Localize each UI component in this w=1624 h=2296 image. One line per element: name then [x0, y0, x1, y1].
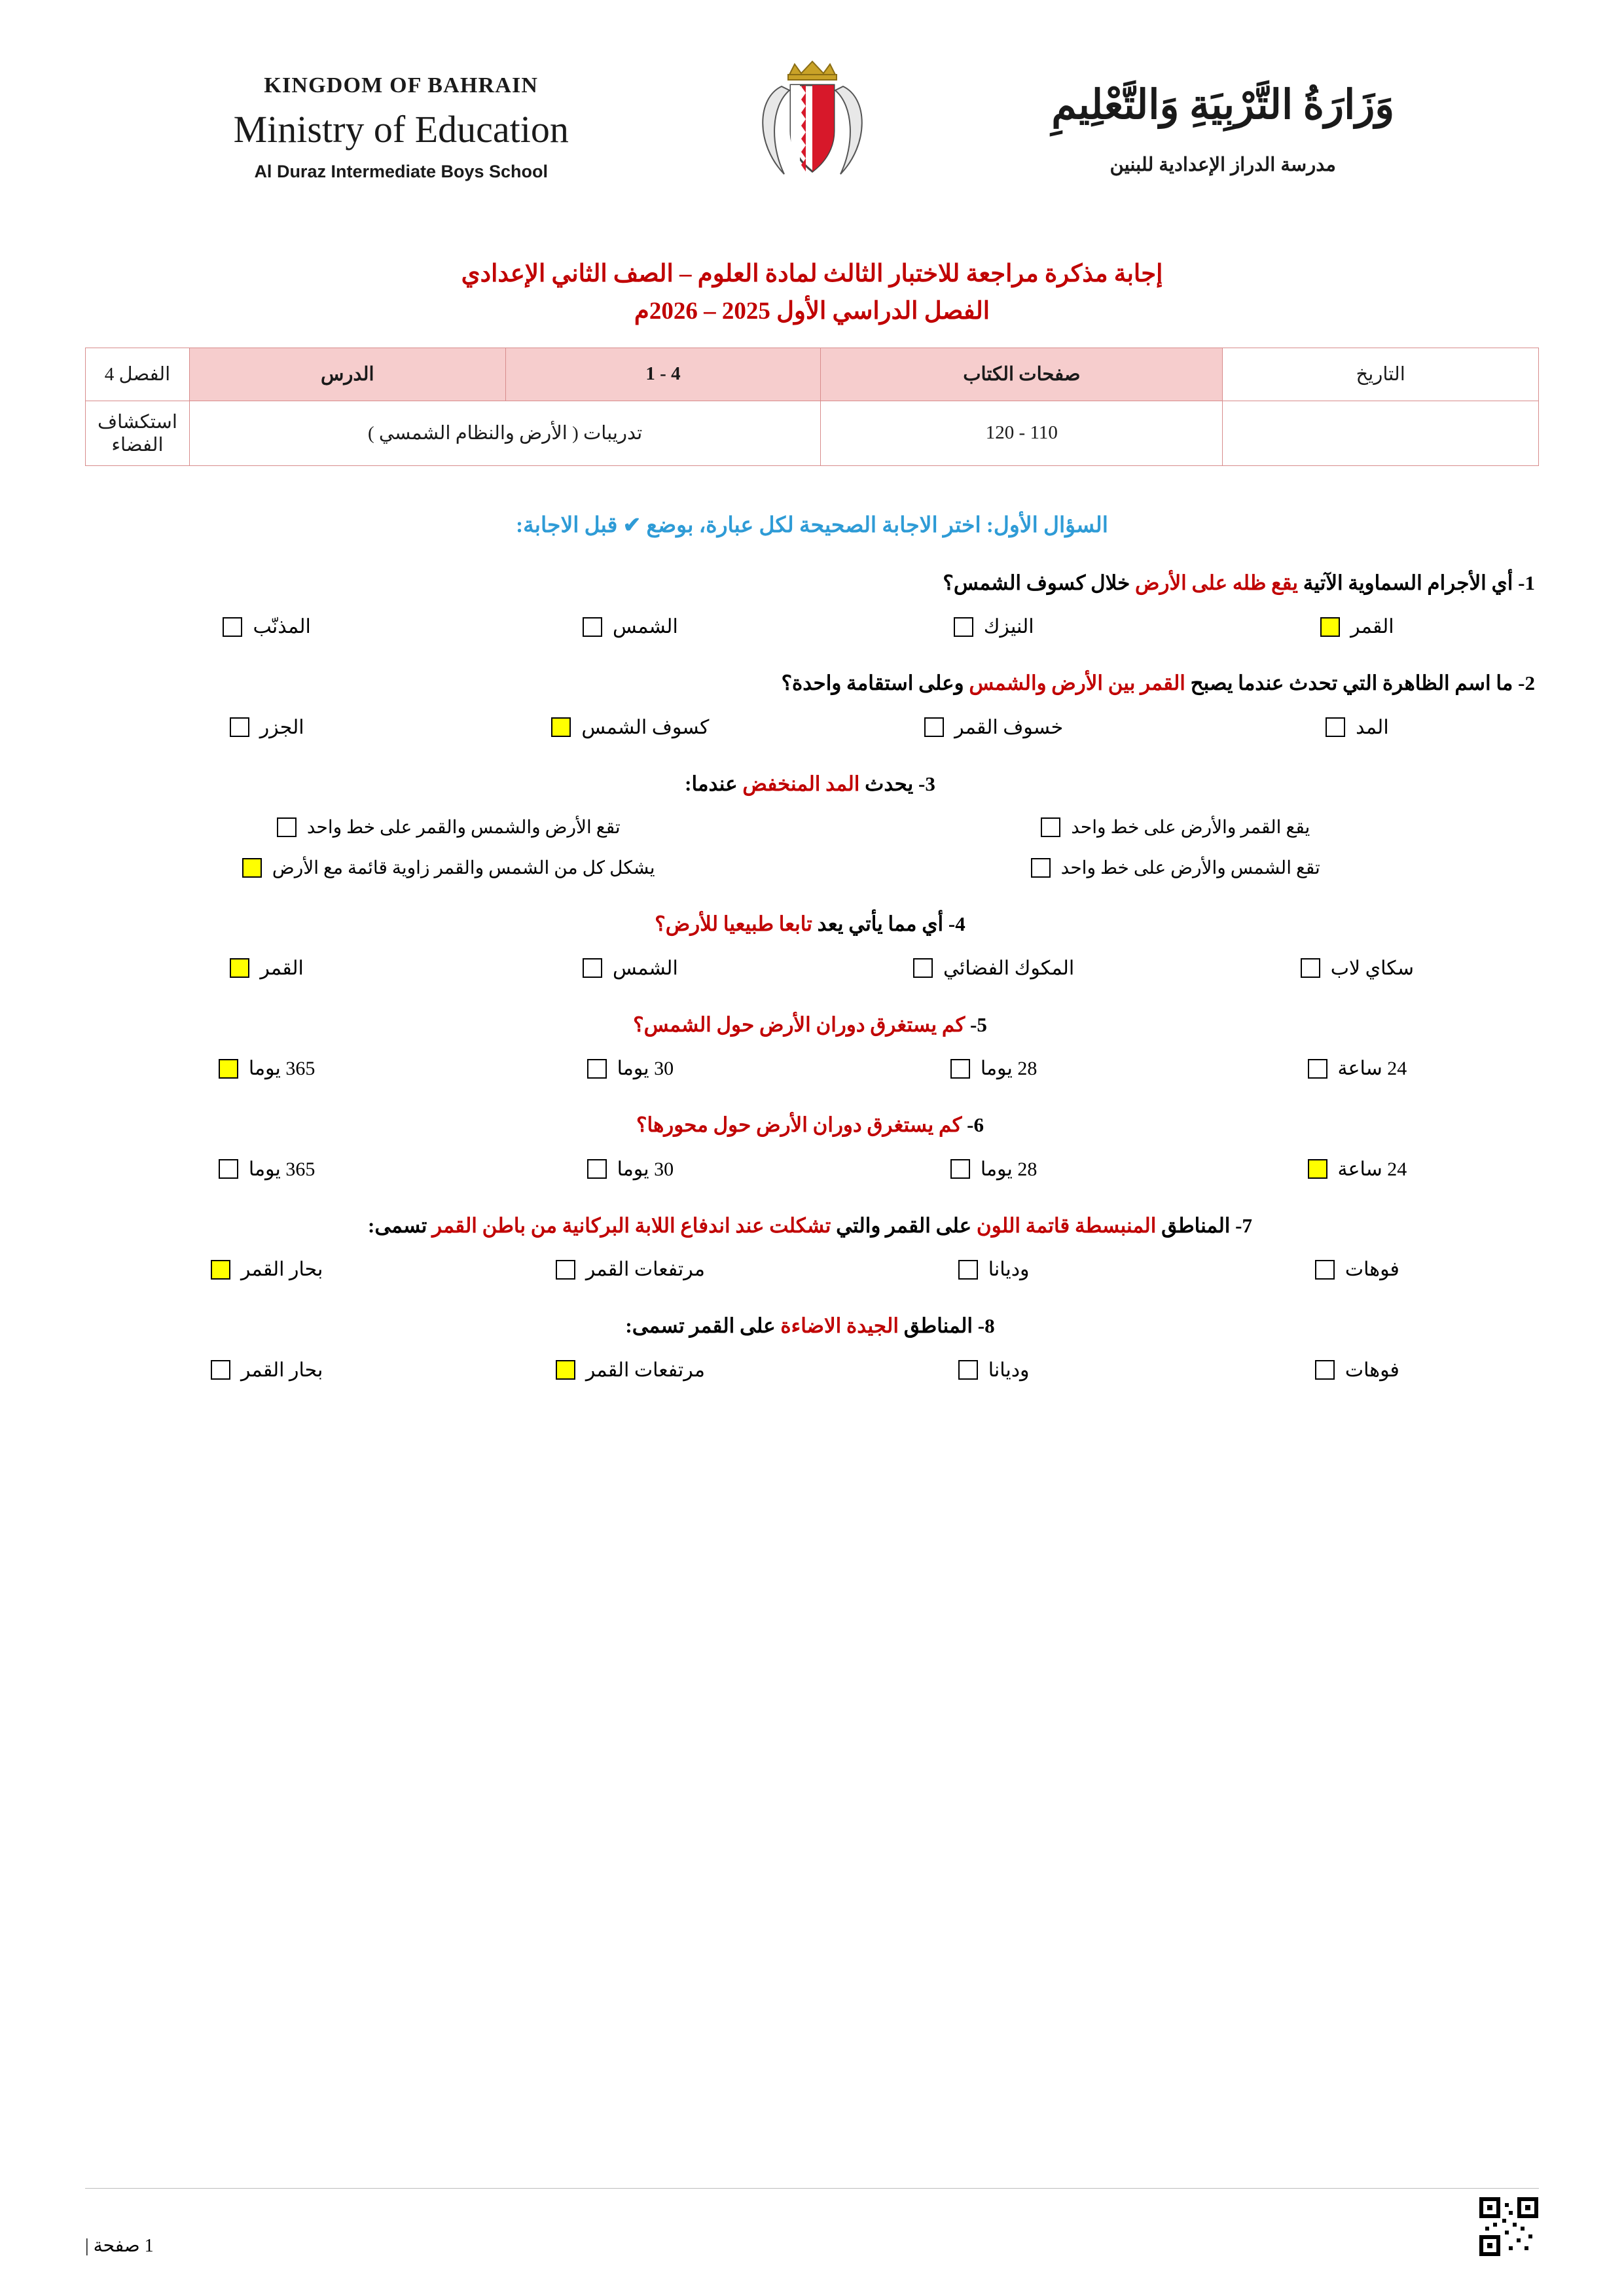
checked-checkbox-icon[interactable] [230, 958, 249, 978]
options-row [85, 957, 1539, 980]
header-lesson: الدرس [189, 348, 505, 401]
checked-checkbox-icon[interactable] [1308, 1159, 1327, 1179]
table-row [86, 401, 1539, 465]
option[interactable] [85, 716, 448, 739]
option-label: 24 ساعة [1337, 1158, 1407, 1180]
option-label: 30 يوما [617, 1158, 674, 1180]
question-2-text [85, 668, 1539, 699]
checked-checkbox-icon[interactable] [1320, 617, 1340, 637]
page-title [85, 255, 1539, 331]
options-row [85, 615, 1539, 638]
option[interactable] [85, 615, 448, 638]
option-label: 28 يوما [980, 1058, 1038, 1080]
option[interactable] [812, 1359, 1176, 1382]
option[interactable] [812, 857, 1540, 879]
question-mid: على القمر والتي [831, 1213, 977, 1237]
value-lesson-title: تدريبات ( الأرض والنظام الشمسي ) [189, 401, 820, 465]
checked-checkbox-icon[interactable] [242, 858, 262, 878]
option-label: 28 يوما [980, 1158, 1038, 1180]
checkbox-icon[interactable] [1315, 1360, 1335, 1380]
option-label: القمر [1350, 616, 1394, 638]
option[interactable] [1176, 1258, 1539, 1281]
checkbox-icon[interactable] [219, 1159, 238, 1179]
checkbox-icon[interactable] [230, 717, 249, 737]
question-highlight: تابعا طبيعيا للأرض؟ [655, 912, 812, 936]
question-suffix: تسمى: [368, 1213, 433, 1237]
option-label: كسوف الشمس [581, 716, 710, 738]
question-highlight: القمر بين الأرض والشمس [969, 672, 1185, 695]
checkbox-icon[interactable] [223, 617, 242, 637]
questions-container [85, 568, 1539, 1382]
question-highlight: كم يستغرق دوران الأرض حول محورها؟ [636, 1113, 962, 1137]
option[interactable] [85, 1057, 448, 1080]
option-label: 30 يوما [617, 1058, 674, 1080]
question-number: 1- [1513, 571, 1535, 594]
page-number [85, 2234, 154, 2257]
checkbox-icon[interactable] [1315, 1260, 1335, 1280]
question-prefix: المناطق [1156, 1213, 1231, 1237]
question-5 [85, 1010, 1539, 1081]
options-row [85, 1258, 1539, 1281]
question-1-text [85, 568, 1539, 599]
option-label: تقع الشمس والأرض على خط واحد [1060, 858, 1320, 879]
question-1 [85, 568, 1539, 639]
header-lesson-number: 4 - 1 [505, 348, 821, 401]
question-number: 4- [943, 912, 965, 936]
question-suffix: خلال كسوف الشمس؟ [943, 571, 1136, 594]
question-highlight: الجيدة الاضاءة [780, 1314, 899, 1338]
option-label: النيزك [983, 616, 1034, 638]
option-label: فوهات [1344, 1359, 1399, 1381]
option[interactable] [448, 615, 812, 638]
option[interactable] [812, 1057, 1176, 1080]
option[interactable] [1176, 1158, 1539, 1181]
school-name-arabic: مدرسة الدراز الإعدادية للبنين [1110, 154, 1336, 175]
lesson-info-table [85, 348, 1539, 466]
option[interactable] [448, 1057, 812, 1080]
option-label: خسوف القمر [954, 716, 1064, 738]
question-highlight: المنبسطة قاتمة اللون [976, 1213, 1157, 1237]
question-highlight: يقع ظله على الأرض [1135, 571, 1298, 594]
option-label: وديانا [988, 1259, 1030, 1281]
question-5-text [85, 1010, 1539, 1041]
question-number: 7- [1230, 1213, 1252, 1237]
checked-checkbox-icon[interactable] [211, 1260, 230, 1280]
question-prefix: ما اسم الظاهرة التي تحدث عندما يصبح [1185, 672, 1513, 695]
option[interactable] [1176, 1057, 1539, 1080]
option[interactable] [85, 1158, 448, 1181]
option-label: 365 يوما [248, 1158, 316, 1180]
table-row [86, 348, 1539, 401]
header-arabic-block [907, 79, 1540, 176]
kingdom-name-english: KINGDOM OF BAHRAIN [264, 73, 539, 98]
option[interactable] [812, 1258, 1176, 1281]
checkbox-icon[interactable] [950, 1059, 970, 1079]
checkbox-icon[interactable] [950, 1159, 970, 1179]
checkbox-icon[interactable] [1031, 858, 1051, 878]
options-row [85, 1359, 1539, 1382]
options-row [85, 857, 1539, 879]
checkbox-icon[interactable] [1301, 958, 1320, 978]
checkbox-icon[interactable] [1041, 817, 1060, 837]
bahrain-emblem [744, 52, 881, 203]
option-label: بحار القمر [240, 1359, 323, 1381]
checkbox-icon[interactable] [954, 617, 973, 637]
question-number: 3- [913, 772, 935, 795]
question-4 [85, 909, 1539, 980]
question-7-text [85, 1211, 1539, 1242]
header-english-block [85, 73, 717, 182]
checkbox-icon[interactable] [958, 1260, 978, 1280]
option-label: المكوك الفضائي [943, 957, 1075, 979]
page-label: صفحة | [85, 2236, 140, 2256]
school-name-english: Al Duraz Intermediate Boys School [254, 162, 549, 181]
question-one-instruction: السؤال الأول: اختر الاجابة الصحيحة لكل عبارة، بوضع ✔ قبل الاجابة: [516, 513, 1108, 537]
question-7 [85, 1211, 1539, 1282]
question-2 [85, 668, 1539, 739]
option[interactable] [448, 1258, 812, 1281]
page-footer [85, 2188, 1539, 2257]
option-label: سكاي لاب [1330, 957, 1414, 979]
option-label: يشكل كل من الشمس والقمر زاوية قائمة مع الأرض [272, 858, 655, 879]
option-label: الجزر [259, 716, 304, 738]
option[interactable] [1176, 615, 1539, 638]
question-suffix: وعلى استقامة واحدة؟ [781, 672, 969, 695]
checked-checkbox-icon[interactable] [556, 1360, 575, 1380]
question-number: 6- [962, 1113, 984, 1137]
value-book-pages: 110 - 120 [821, 401, 1223, 465]
option[interactable] [85, 1359, 448, 1382]
option[interactable] [85, 857, 812, 879]
options-row [85, 816, 1539, 838]
value-date [1223, 401, 1539, 465]
option-label: وديانا [988, 1359, 1030, 1381]
option-label: 365 يوما [248, 1058, 316, 1080]
question-suffix: على القمر تسمى: [625, 1314, 781, 1338]
question-prefix: يحدث [859, 772, 914, 795]
option[interactable] [812, 1158, 1176, 1181]
option[interactable] [448, 1359, 812, 1382]
checkbox-icon[interactable] [1326, 717, 1345, 737]
checkbox-icon[interactable] [1308, 1059, 1327, 1079]
checkbox-icon[interactable] [958, 1360, 978, 1380]
checkbox-icon[interactable] [587, 1059, 607, 1079]
option[interactable] [812, 615, 1176, 638]
option[interactable] [812, 957, 1176, 980]
option[interactable] [85, 816, 812, 838]
option[interactable] [812, 816, 1540, 838]
question-highlight-2: تشكلت عند اندفاع اللابة البركانية من باطن القمر [432, 1213, 831, 1237]
option-label: المذنّب [253, 616, 311, 638]
option[interactable] [85, 957, 448, 980]
option-label: القمر [260, 957, 304, 979]
checkbox-icon[interactable] [587, 1159, 607, 1179]
checkbox-icon[interactable] [277, 817, 297, 837]
document-header [85, 52, 1539, 203]
checkbox-icon[interactable] [556, 1260, 575, 1280]
option[interactable] [1176, 957, 1539, 980]
header-date: التاريخ [1223, 348, 1539, 401]
option-label: 24 ساعة [1337, 1058, 1407, 1080]
options-row [85, 716, 1539, 739]
options-row [85, 1057, 1539, 1080]
option-label: بحار القمر [240, 1259, 323, 1281]
question-6-text [85, 1110, 1539, 1141]
question-3 [85, 769, 1539, 880]
option[interactable] [1176, 1359, 1539, 1382]
page-title-line1: إجابة مذكرة مراجعة للاختبار الثالث لمادة العلوم – الصف الثاني الإعدادي [461, 260, 1163, 287]
option-label: مرتفعات القمر [585, 1359, 705, 1381]
checkbox-icon[interactable] [913, 958, 933, 978]
checkbox-icon[interactable] [583, 958, 602, 978]
option-label: الشمس [612, 957, 678, 979]
option-label: تقع الأرض والشمس والقمر على خط واحد [306, 817, 621, 838]
option[interactable] [448, 957, 812, 980]
option-label: مرتفعات القمر [585, 1259, 705, 1281]
header-book-pages: صفحات الكتاب [821, 348, 1223, 401]
question-number: 5- [965, 1013, 987, 1036]
checked-checkbox-icon[interactable] [551, 717, 571, 737]
qr-code [1479, 2197, 1539, 2257]
option-label: المد [1356, 716, 1389, 738]
question-number: 8- [973, 1314, 995, 1338]
options-row [85, 1158, 1539, 1181]
value-unit-title: استكشاف الفضاء [86, 401, 190, 465]
question-prefix: المناطق [898, 1314, 973, 1338]
option[interactable] [448, 716, 812, 739]
ministry-name-english: Ministry of Education [233, 108, 569, 151]
checked-checkbox-icon[interactable] [219, 1059, 238, 1079]
option[interactable] [85, 1258, 448, 1281]
page-title-line2: الفصل الدراسي الأول 2025 – 2026م [634, 298, 990, 325]
question-number: 2- [1513, 672, 1535, 695]
checkbox-icon[interactable] [583, 617, 602, 637]
ministry-name-arabic: وَزَارَةُ التَّرْبِيَةِ وَالتَّعْلِيمِ [1051, 83, 1395, 128]
question-prefix: أي الأجرام السماوية الآتية [1297, 571, 1513, 594]
question-6 [85, 1110, 1539, 1181]
question-4-text [85, 909, 1539, 940]
question-prefix: أي مما يأتي يعد [812, 912, 944, 936]
option[interactable] [448, 1158, 812, 1181]
checkbox-icon[interactable] [924, 717, 944, 737]
question-highlight: المد المنخفض [742, 772, 860, 795]
question-8-text [85, 1311, 1539, 1342]
option-label: فوهات [1344, 1259, 1399, 1281]
page-number-value: 1 [144, 2236, 154, 2256]
checkbox-icon[interactable] [211, 1360, 230, 1380]
option-label: يقع القمر والأرض على خط واحد [1071, 817, 1310, 838]
header-unit: الفصل 4 [86, 348, 190, 401]
option[interactable] [1176, 716, 1539, 739]
question-suffix: عندما: [685, 772, 743, 795]
option[interactable] [812, 716, 1176, 739]
question-8 [85, 1311, 1539, 1382]
question-highlight: كم يستغرق دوران الأرض حول الشمس؟ [633, 1013, 965, 1036]
option-label: الشمس [612, 616, 678, 638]
question-3-text [85, 769, 1539, 800]
